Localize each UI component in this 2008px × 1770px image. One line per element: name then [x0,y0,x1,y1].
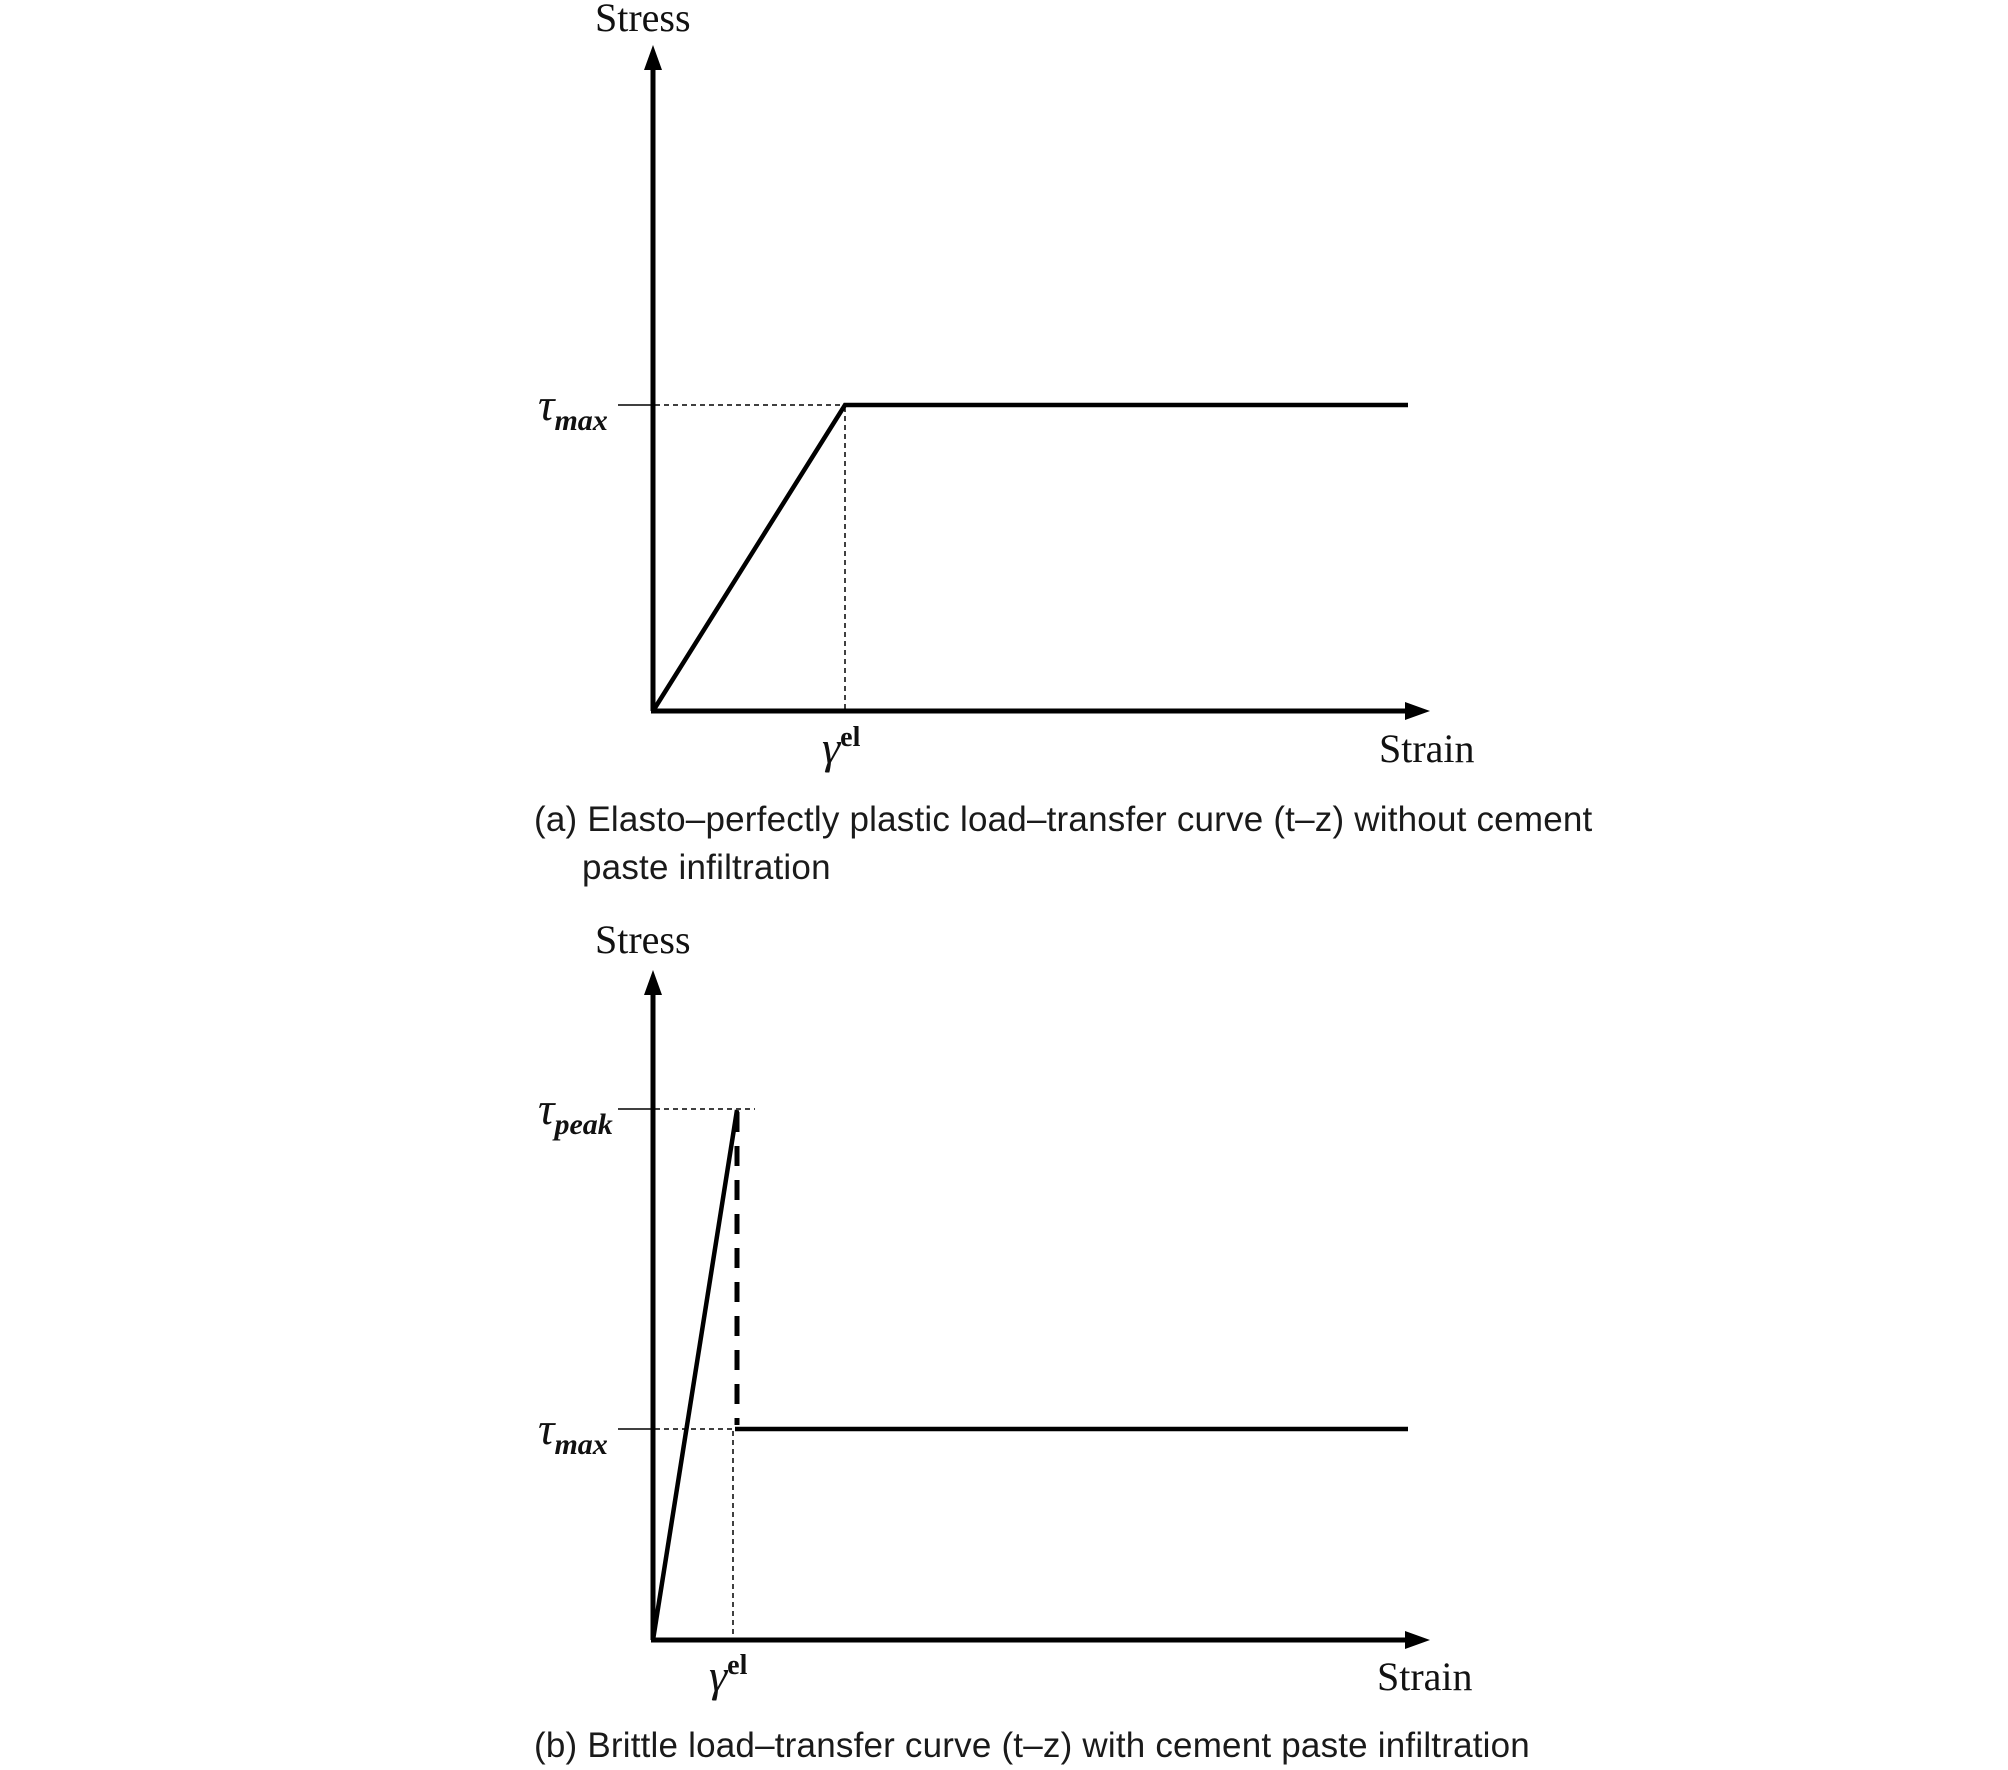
panel-b-tau-peak-label: $\tau_{peak}$ [538,1083,613,1141]
panel-b-caption-prefix: (b) [534,1726,578,1765]
panel-a-caption-line1 [534,796,1592,844]
panel-a-tau-max-label: $\tau_{max}$ [538,379,608,437]
panel-a-caption-text: Elasto–perfectly plastic load–transfer curve (t–z) without cement [587,800,1593,839]
panel-b-caption [534,1722,1530,1770]
panel-b-y-axis-arrowhead [644,970,662,995]
panel-a-caption-prefix: (a) [534,800,578,839]
panel-a [538,0,1475,773]
panel-a-x-axis-arrowhead [1405,702,1430,720]
panel-a-x-axis-label: Strain [1379,726,1475,771]
panel-a-gamma-el-label: $\gamma^{el}$ [822,722,861,773]
panel-a-y-axis-label: Stress [595,0,691,40]
panel-b-tau-max-label: $\tau_{max}$ [538,1403,608,1461]
panel-b-elastic-segment [653,1110,737,1640]
panel-b-x-axis-arrowhead [1405,1631,1430,1649]
panel-b-caption-text: Brittle load–transfer curve (t–z) with cement paste infiltration [587,1726,1530,1765]
panel-b-y-axis-label: Stress [595,917,691,962]
panel-b [538,917,1473,1701]
panel-b-x-axis-label: Strain [1377,1654,1473,1699]
panel-a-caption-line2: paste infiltration [582,848,831,887]
panel-a-load-transfer-curve [653,405,1408,711]
panel-b-gamma-el-label: $\gamma^{el}$ [709,1650,748,1701]
panel-a-y-axis-arrowhead [644,45,662,70]
